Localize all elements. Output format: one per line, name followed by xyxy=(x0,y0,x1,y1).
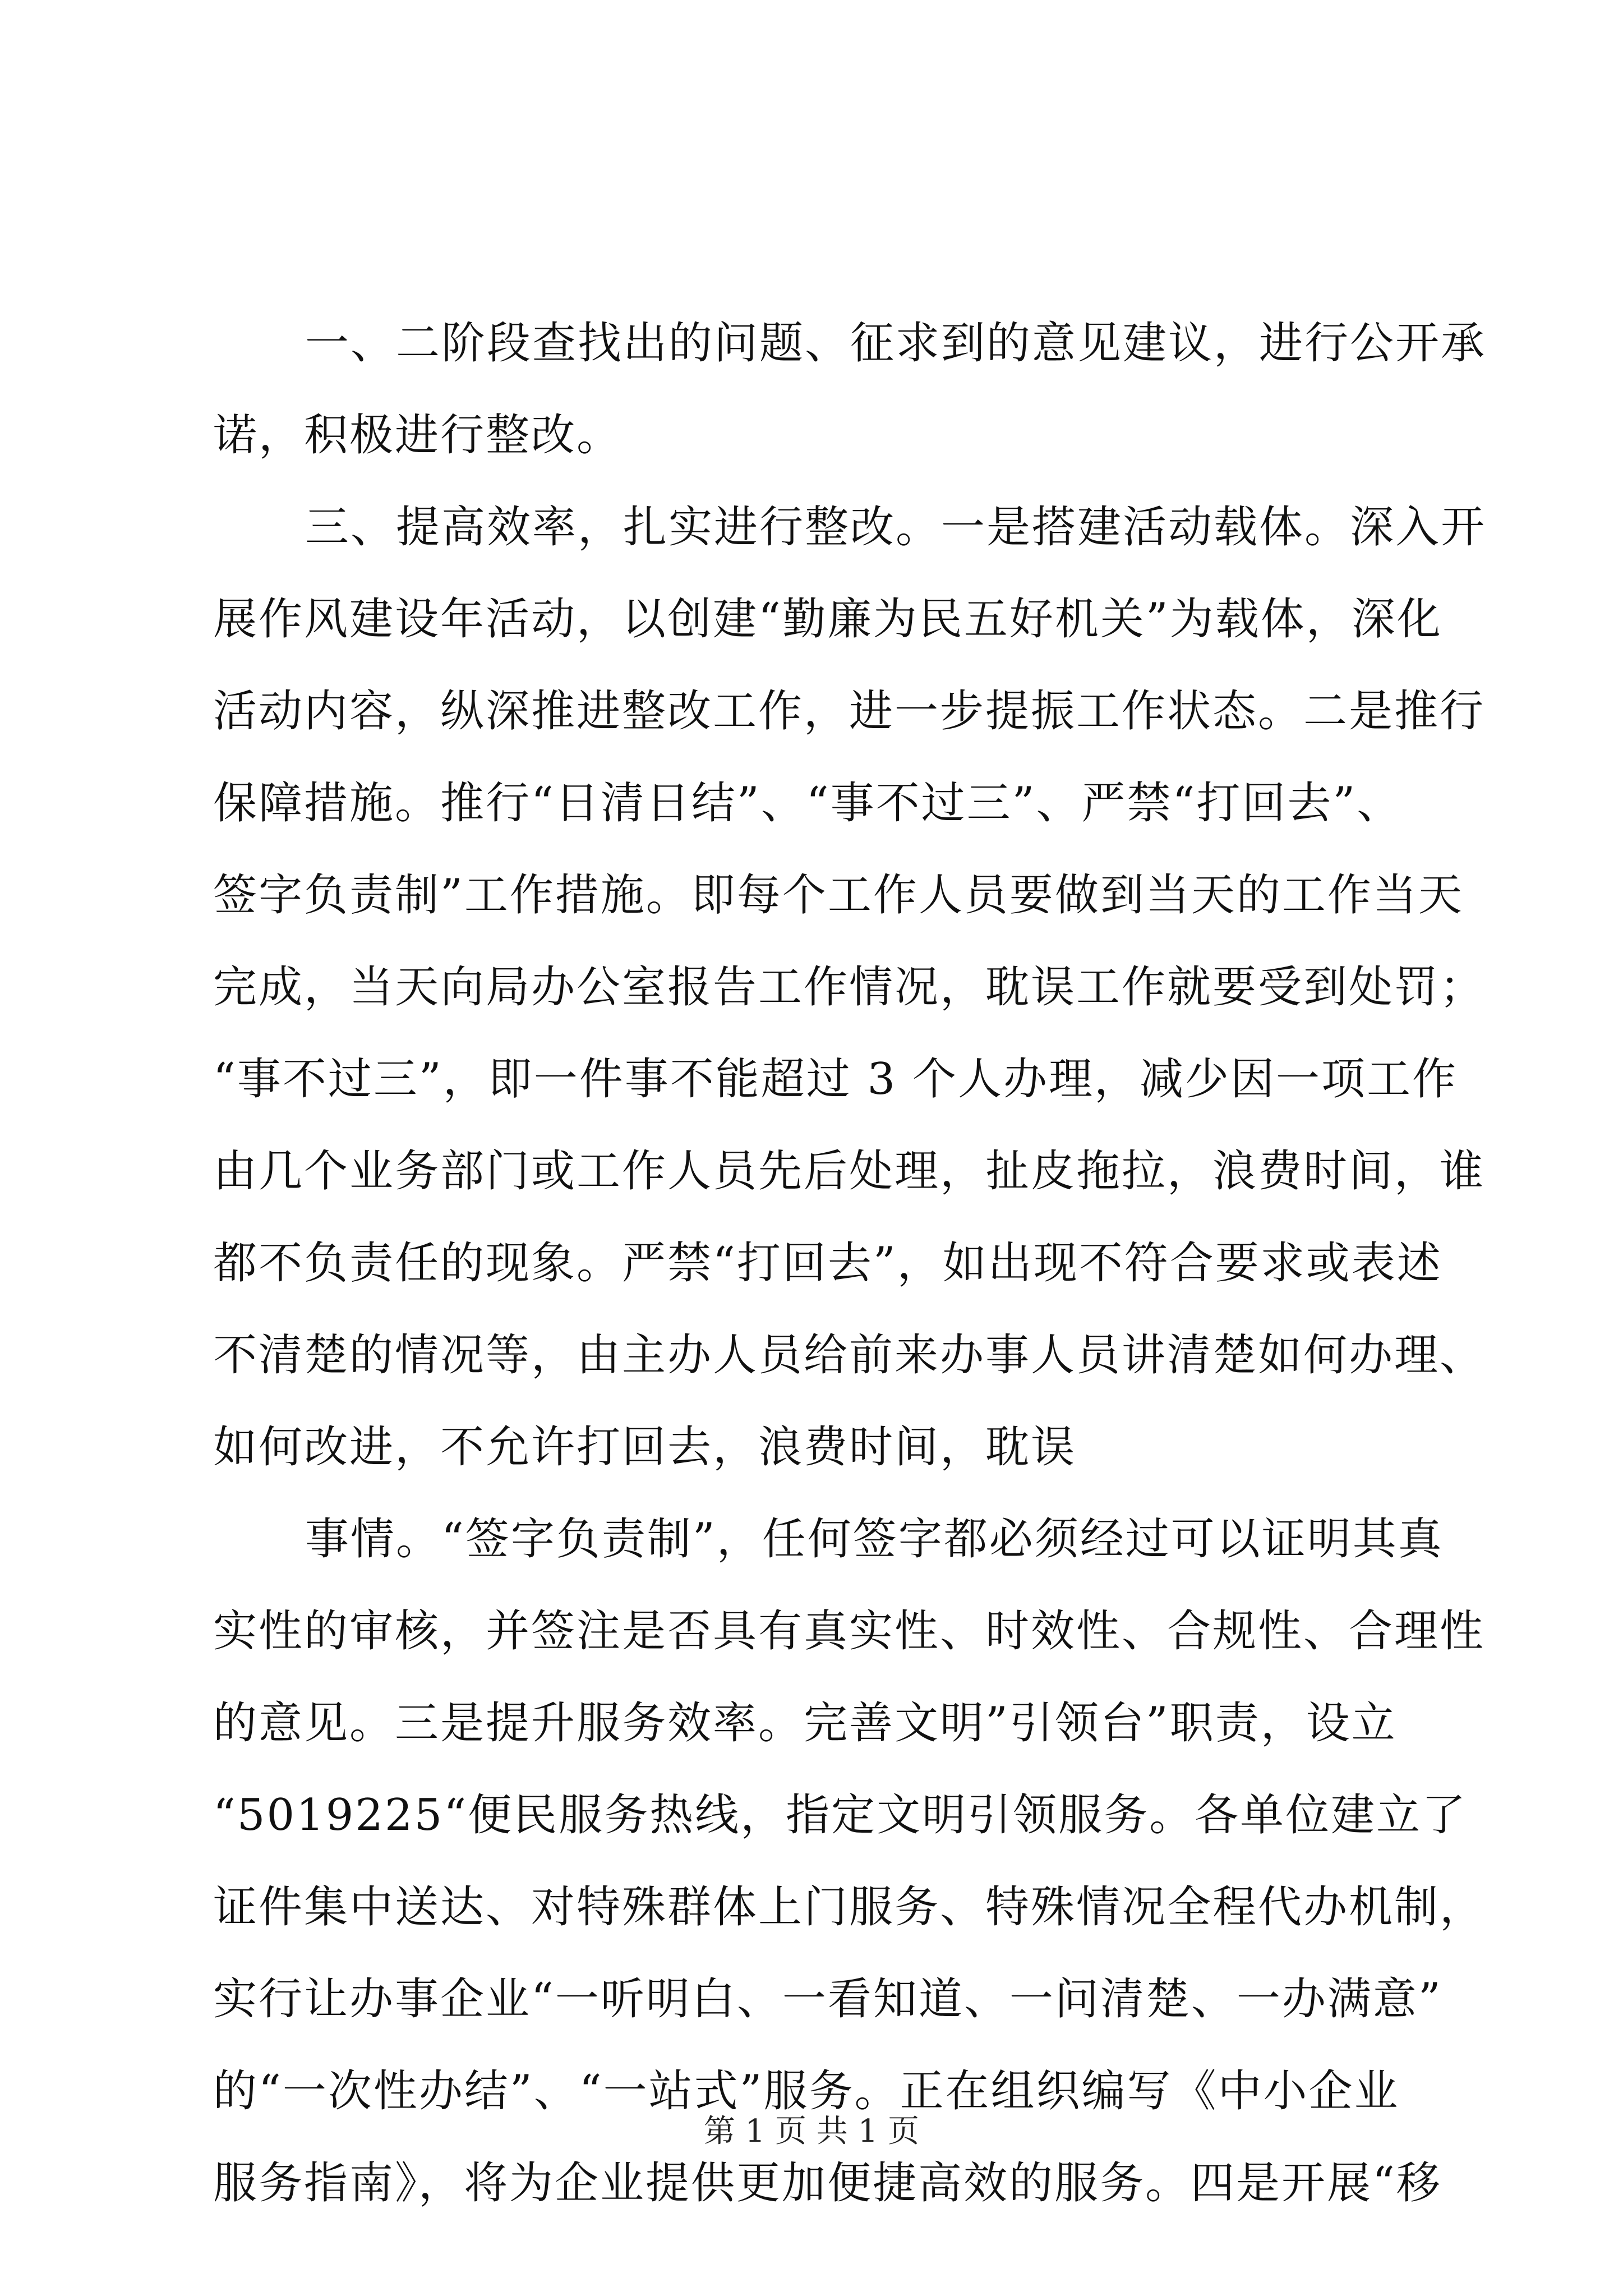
text-line: 证件集中送达、对特殊群体上门服务、特殊情况全程代办机制， xyxy=(213,1882,1486,1932)
text-line: 签字负责制”工作措施。即每个工作人员要做到当天的工作当天 xyxy=(213,870,1464,921)
text-line: 一、二阶段查找出的问题、征求到的意见建议，进行公开承 xyxy=(305,318,1487,369)
text-line: 的意见。三是提升服务效率。完善文明”引领台”职责，设立 xyxy=(213,1698,1397,1749)
text-line: 实性的审核，并签注是否具有真实性、时效性、合规性、合理性 xyxy=(213,1606,1486,1657)
text-line: 如何改进，不允许打回去，浪费时间，耽误 xyxy=(213,1422,1077,1473)
text-line: 实行让办事企业“一听明白、一看知道、一问清楚、一办满意” xyxy=(213,1974,1442,2024)
text-line: 事情。“签字负责制”，任何签字都必须经过可以证明其真 xyxy=(305,1514,1444,1565)
text-line: “事不过三”，即一件事不能超过 3 个人办理，减少因一项工作 xyxy=(213,1054,1458,1105)
text-line: “5019225“便民服务热线，指定文明引领服务。各单位建立了 xyxy=(213,1790,1468,1841)
text-line: 都不负责任的现象。严禁“打回去”，如出现不符合要求或表述 xyxy=(213,1238,1442,1289)
text-line: 三、提高效率，扎实进行整改。一是搭建活动载体。深入开 xyxy=(305,502,1487,553)
page-footer: 第 1 页 共 1 页 xyxy=(703,2113,920,2150)
text-line: 保障措施。推行“日清日结”、“事不过三”、严禁“打回去”、 xyxy=(213,778,1403,829)
text-line: 不清楚的情况等，由主办人员给前来办事人员讲清楚如何办理、 xyxy=(213,1330,1486,1381)
text-line: 活动内容，纵深推进整改工作，进一步提振工作状态。二是推行 xyxy=(213,686,1486,737)
document-body xyxy=(213,297,1487,2229)
text-line: 的“一次性办结”、“一站式”服务。正在组织编写《中小企业 xyxy=(213,2066,1400,2116)
text-line: 服务指南》，将为企业提供更加便捷高效的服务。四是开展“移 xyxy=(213,2158,1442,2208)
text-line: 诺，积极进行整改。 xyxy=(213,410,623,461)
text-line: 由几个业务部门或工作人员先后处理，扯皮拖拉，浪费时间，谁 xyxy=(213,1146,1486,1197)
text-line: 展作风建设年活动，以创建“勤廉为民五好机关”为载体，深化 xyxy=(213,594,1442,645)
text-line: 完成，当天向局办公室报告工作情况，耽误工作就要受到处罚； xyxy=(213,962,1486,1013)
